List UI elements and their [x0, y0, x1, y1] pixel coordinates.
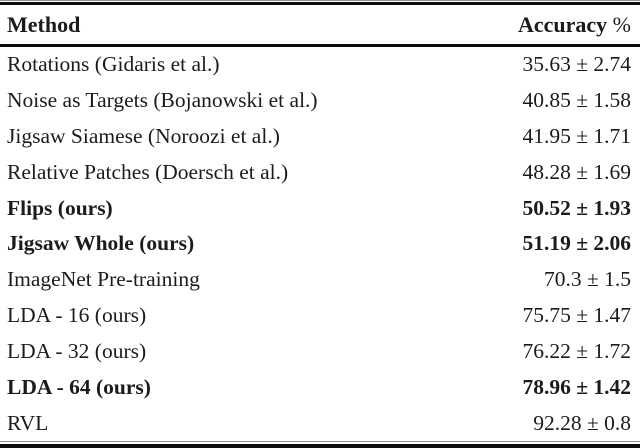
method-cell: LDA - 16 (ours): [7, 303, 147, 328]
accuracy-cell: 51.19 ± 2.06: [522, 231, 631, 256]
table-row: [0, 405, 640, 441]
method-cell: LDA - 32 (ours): [7, 338, 147, 363]
bottom-rule-thick: [0, 444, 640, 448]
method-column-header: Method: [7, 11, 81, 37]
table-row: [0, 334, 640, 370]
accuracy-cell: 75.75 ± 1.47: [522, 303, 631, 328]
method-cell: Noise as Targets (Bojanowski et al.): [7, 88, 318, 113]
accuracy-cell: 70.3 ± 1.5: [543, 267, 631, 292]
method-cell: LDA - 64 (ours): [7, 374, 151, 399]
method-cell: Flips (ours): [7, 195, 113, 220]
method-cell: Rotations (Gidaris et al.): [7, 52, 220, 77]
table-row: [0, 119, 640, 155]
method-cell: RVL: [7, 410, 49, 435]
table-body: [0, 47, 640, 441]
table-row: [0, 262, 640, 298]
accuracy-column-header: [518, 12, 631, 38]
table-row: [0, 369, 640, 405]
table-row: [0, 190, 640, 226]
table-row: [0, 83, 640, 119]
accuracy-cell: 50.52 ± 1.93: [522, 195, 631, 220]
table-header-row: [0, 5, 640, 44]
accuracy-label: Accuracy: [517, 11, 608, 37]
method-cell: ImageNet Pre-training: [7, 267, 200, 292]
accuracy-cell: 35.63 ± 2.74: [522, 52, 631, 77]
accuracy-cell: 78.96 ± 1.42: [522, 374, 631, 399]
accuracy-cell: 92.28 ± 0.8: [533, 410, 631, 435]
method-cell: Jigsaw Whole (ours): [7, 231, 195, 256]
method-cell: Relative Patches (Doersch et al.): [7, 159, 289, 184]
table-row: [0, 47, 640, 83]
method-cell: Jigsaw Siamese (Noroozi et al.): [7, 124, 280, 149]
accuracy-cell: 40.85 ± 1.58: [522, 88, 631, 113]
percent-sign: %: [612, 11, 631, 37]
table-row: [0, 298, 640, 334]
accuracy-cell: 48.28 ± 1.69: [522, 159, 631, 184]
accuracy-cell: 76.22 ± 1.72: [522, 338, 631, 363]
table-row: [0, 154, 640, 190]
accuracy-cell: 41.95 ± 1.71: [522, 124, 631, 149]
table-row: [0, 226, 640, 262]
